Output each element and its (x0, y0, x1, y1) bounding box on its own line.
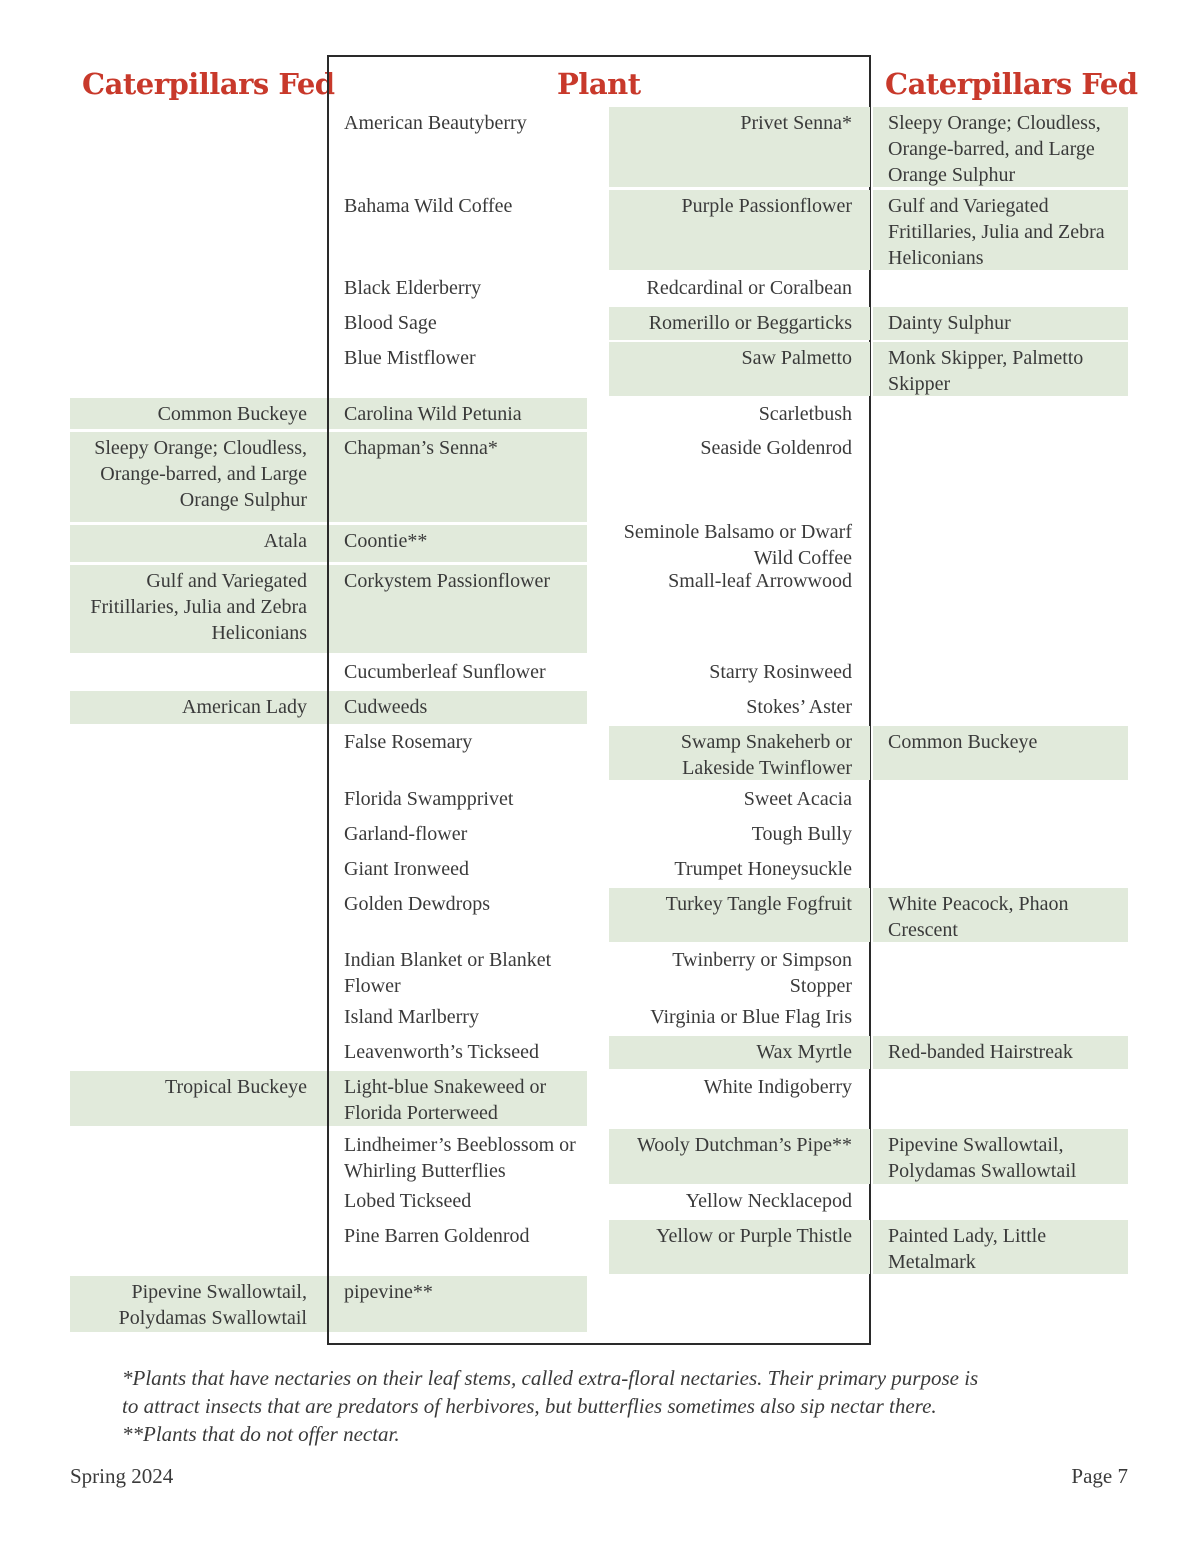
right-plant-cell: Trumpet Honeysuckle (674, 858, 852, 880)
right-plant-cell: Tough Bully (751, 823, 852, 845)
right-plant-cell: Virginia or Blue Flag Iris (650, 1006, 852, 1028)
right-plant-cell: Scarletbush (758, 403, 852, 425)
right-plant-cell: Starry Rosinweed (709, 661, 852, 683)
left-plant-cell: Lobed Tickseed (344, 1190, 472, 1212)
left-plant-cell: Coontie** (329, 525, 587, 562)
left-caterpillars-cell: Tropical Buckeye (70, 1071, 327, 1126)
left-plant-cell: Corkystem Passionflower (329, 565, 587, 653)
left-plant-cell: Blue Mistflower (344, 347, 476, 369)
left-caterpillars-cell: Atala (70, 525, 327, 562)
left-plant-cell: Cudweeds (329, 691, 587, 724)
left-plant-cell: False Rosemary (344, 731, 473, 753)
left-caterpillars-cell: Gulf and Variegated Fritillaries, Julia and Zebra Heliconians (70, 565, 327, 653)
right-plant-cell: White Indigoberry (703, 1076, 852, 1098)
footnote-line-3: **Plants that do not offer nectar. (122, 1422, 400, 1446)
right-caterpillars-cell: Sleepy Orange; Cloudless, Orange-barred, and Large Orange Sulphur (873, 107, 1128, 187)
right-plant-cell: Yellow or Purple Thistle (609, 1220, 870, 1274)
left-caterpillars-cell: Pipevine Swallowtail, Polydamas Swallowtail (70, 1276, 327, 1332)
right-caterpillars-cell: Monk Skipper, Palmetto Skipper (873, 342, 1128, 396)
left-caterpillars-header: Caterpillars Fed (82, 67, 335, 101)
right-plant-cell: Redcardinal or Coralbean (646, 277, 852, 299)
right-plant-cell: Twinberry or Simpson Stopper (672, 949, 852, 997)
right-caterpillars-cell: Common Buckeye (873, 726, 1128, 780)
left-plant-cell: Florida Swampprivet (344, 788, 514, 810)
right-caterpillars-header: Caterpillars Fed (885, 67, 1138, 101)
right-plant-cell: Swamp Snakeherb or Lakeside Twinflower (609, 726, 870, 780)
right-plant-cell: Stokes’ Aster (746, 696, 852, 718)
left-plant-cell: Lindheimer’s Beeblossom or Whirling Butterflies (344, 1134, 576, 1182)
left-plant-cell: Carolina Wild Petunia (329, 398, 587, 429)
left-plant-cell: Blood Sage (344, 312, 437, 334)
left-plant-cell: Garland-flower (344, 823, 468, 845)
right-plant-cell: Seminole Balsamo or Dwarf Wild Coffee (623, 521, 852, 569)
left-plant-cell: Black Elderberry (344, 277, 482, 299)
left-plant-cell: Golden Dewdrops (344, 893, 491, 915)
right-plant-cell: Seaside Goldenrod (700, 437, 852, 459)
right-caterpillars-cell: Dainty Sulphur (873, 307, 1128, 340)
left-plant-cell: Island Marlberry (344, 1006, 479, 1028)
right-plant-cell: Small-leaf Arrowwood (668, 570, 852, 592)
left-plant-cell: Bahama Wild Coffee (344, 195, 513, 217)
right-caterpillars-cell: Red-banded Hairstreak (873, 1036, 1128, 1069)
right-plant-cell: Wax Myrtle (609, 1036, 870, 1069)
plant-header: Plant (557, 67, 641, 101)
left-plant-cell: Leavenworth’s Tickseed (344, 1041, 539, 1063)
left-plant-cell: Giant Ironweed (344, 858, 469, 880)
right-caterpillars-cell: Painted Lady, Little Metalmark (873, 1220, 1128, 1274)
right-caterpillars-cell: Gulf and Variegated Fritillaries, Julia and Zebra Heliconians (873, 190, 1128, 270)
right-plant-cell: Purple Passionflower (609, 190, 870, 270)
right-caterpillars-cell: Pipevine Swallowtail, Polydamas Swallowtail (873, 1129, 1128, 1184)
footnotes (122, 1364, 1112, 1448)
left-plant-cell: Chapman’s Senna* (329, 432, 587, 522)
page-number: Page 7 (1071, 1464, 1128, 1488)
right-caterpillars-cell: White Peacock, Phaon Crescent (873, 888, 1128, 942)
right-plant-cell: Saw Palmetto (609, 342, 870, 396)
left-caterpillars-cell: Common Buckeye (70, 398, 327, 429)
right-plant-cell: Sweet Acacia (743, 788, 852, 810)
footnote-line-1: *Plants that have nectaries on their leaf stems, called extra-floral nectaries. Their primary purpose is (122, 1366, 979, 1390)
left-plant-cell: Pine Barren Goldenrod (344, 1225, 530, 1247)
left-plant-cell: American Beautyberry (344, 112, 527, 134)
footnote-line-2: to attract insects that are predators of herbivores, but butterflies sometimes also sip nectar there. (122, 1394, 937, 1418)
left-plant-cell: pipevine** (329, 1276, 587, 1332)
right-plant-cell: Privet Senna* (609, 107, 870, 187)
issue-label: Spring 2024 (70, 1464, 174, 1488)
left-plant-cell: Cucumberleaf Sunflower (344, 661, 546, 683)
left-plant-cell: Indian Blanket or Blanket Flower (344, 949, 552, 997)
right-plant-cell: Wooly Dutchman’s Pipe** (609, 1129, 870, 1184)
right-plant-cell: Yellow Necklacepod (685, 1190, 852, 1212)
left-caterpillars-cell: American Lady (70, 691, 327, 724)
right-plant-cell: Romerillo or Beggarticks (609, 307, 870, 340)
left-plant-cell: Light-blue Snakeweed or Florida Porterweed (329, 1071, 587, 1126)
right-plant-cell: Turkey Tangle Fogfruit (609, 888, 870, 942)
left-caterpillars-cell: Sleepy Orange; Cloudless, Orange-barred, and Large Orange Sulphur (70, 432, 327, 522)
